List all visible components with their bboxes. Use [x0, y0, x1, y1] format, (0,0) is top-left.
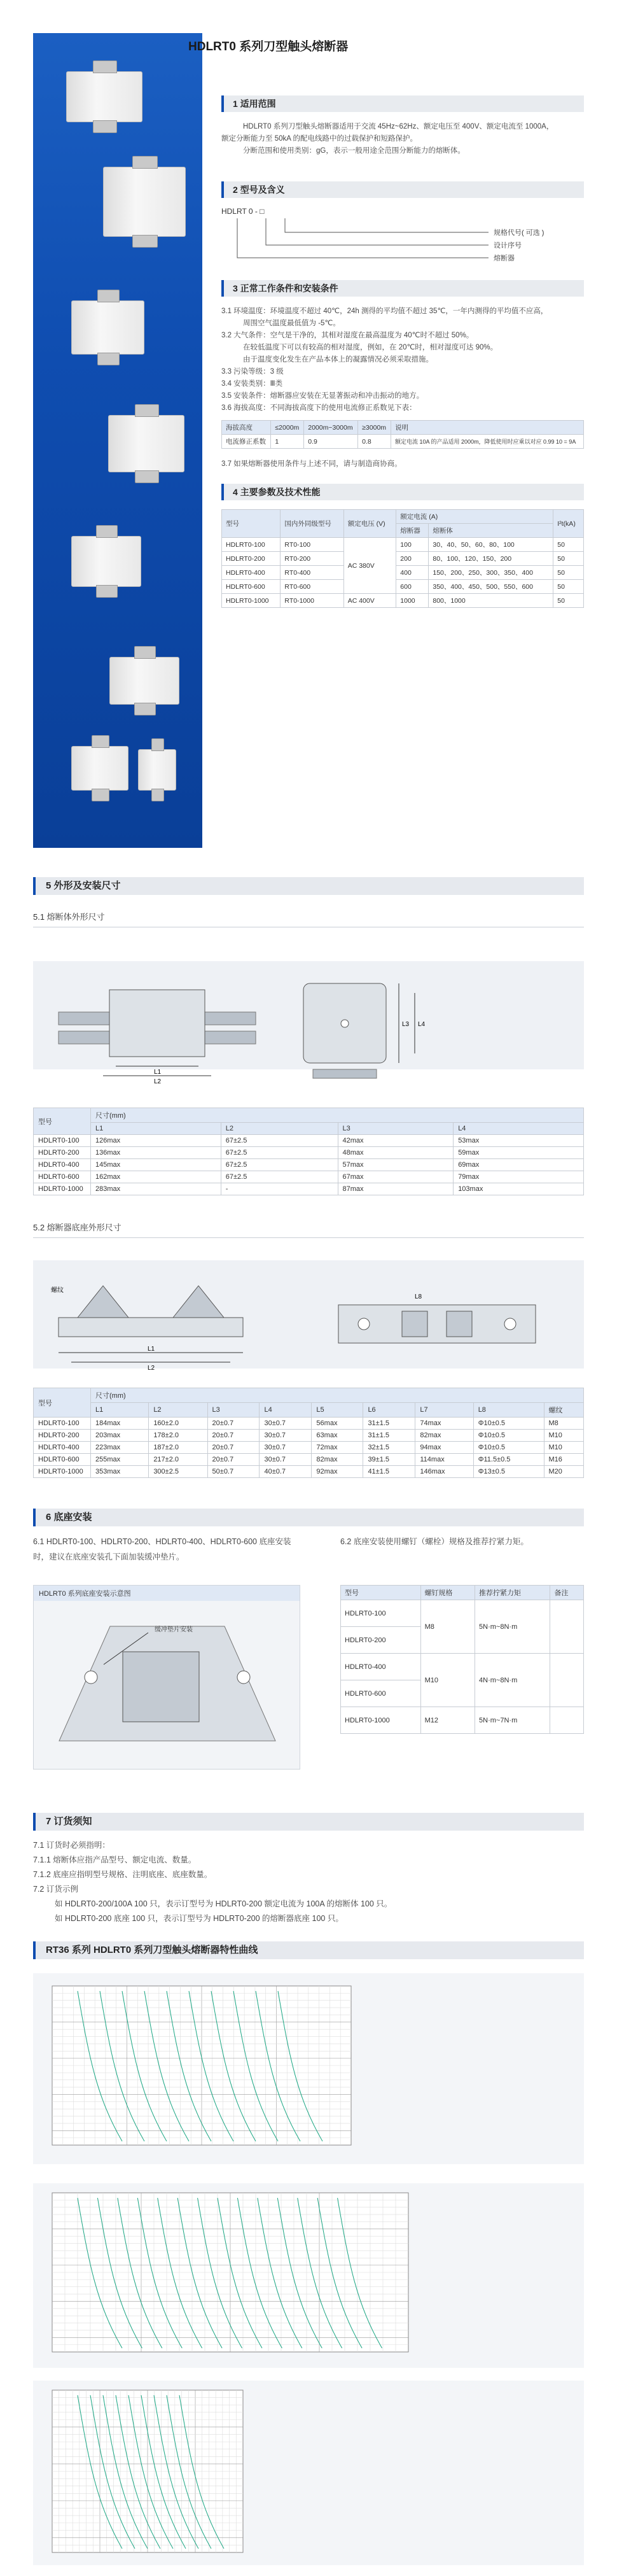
cell: 20±0.7 [207, 1454, 260, 1466]
cell: 31±1.5 [363, 1430, 415, 1442]
cell: 50 [553, 566, 584, 580]
fuse-link-dimension-table [33, 1108, 584, 1195]
cell: 50 [553, 594, 584, 608]
cell: Φ10±0.5 [473, 1418, 544, 1430]
cell: HDLRT0-400 [341, 1654, 421, 1680]
cell: 300±2.5 [149, 1466, 207, 1478]
t2-col: L3 [207, 1403, 260, 1418]
cell: 30±0.7 [260, 1442, 312, 1454]
cell: RT0-600 [281, 580, 343, 594]
cell: RT0-1000 [281, 594, 343, 608]
cell: AC 380V [343, 538, 396, 594]
s7-line: 如 HDLRT0-200 底座 100 只，表示订型号为 HDLRT0-200 的熔断器底座 100 只。 [55, 1914, 343, 1923]
cell: 82max [415, 1430, 473, 1442]
cell [550, 1600, 584, 1654]
cell: 203max [91, 1430, 149, 1442]
cell: 94max [415, 1442, 473, 1454]
alt-c-1: 1 [271, 435, 304, 449]
table-row [34, 1466, 584, 1478]
s7-line: 如 HDLRT0-200/100A 100 只，表示订型号为 HDLRT0-200 额定电流为 100A 的熔断体 100 只。 [55, 1899, 392, 1908]
curve-1-plot [33, 1973, 584, 2164]
cell: 67±2.5 [221, 1159, 338, 1171]
characteristic-curve-3 [33, 2381, 584, 2565]
t2-col: L5 [312, 1403, 363, 1418]
cell: 800、1000 [429, 594, 553, 608]
table-row [341, 1654, 584, 1680]
cell: 178±2.0 [149, 1430, 207, 1442]
cell: 56max [312, 1418, 363, 1430]
s3-line-5: 由于温度变化发生在产品本体上的凝露情况必须采取措施。 [243, 356, 433, 363]
cell: 74max [415, 1418, 473, 1430]
cell: RT0-400 [281, 566, 343, 580]
cell: 600 [396, 580, 429, 594]
cell: M20 [544, 1466, 583, 1478]
s7-line: 7.1 订货时必须指明： [33, 1841, 110, 1850]
table-row [34, 1454, 584, 1466]
s3-line-7: 3.4 安装类别：Ⅲ类 [221, 380, 283, 388]
p-h-5: I²t(kA) [553, 510, 584, 538]
tq-h: 螺钉规格 [420, 1586, 475, 1600]
section-4-heading: 4 主要参数及技术性能 [221, 484, 584, 500]
cell: 82max [312, 1454, 363, 1466]
t1-col: L1 [91, 1123, 221, 1135]
s7-line: 7.1.2 底座应指明型号规格、注明底座、底座数量。 [33, 1870, 212, 1879]
s3-line-6: 3.3 污染等级：3 级 [221, 368, 284, 376]
s1-line-3: 分断范围和使用类别：gG，表示一般用途全范围分断能力的熔断体。 [243, 147, 465, 155]
cell: 50 [553, 552, 584, 566]
base-install-diagram [33, 1585, 300, 1770]
cell: HDLRT0-400 [222, 566, 281, 580]
cell: 114max [415, 1454, 473, 1466]
cell: 217±2.0 [149, 1454, 207, 1466]
fuse-base-drawing [33, 1248, 584, 1381]
table-row [34, 1442, 584, 1454]
cell: RT0-100 [281, 538, 343, 552]
cell: 53max [454, 1135, 584, 1147]
table-row [34, 1135, 584, 1147]
label-base-l1: L1 [148, 1346, 155, 1353]
s6-right-text: 6.2 底座安装使用螺钉（螺栓）规格及推荐拧紧力矩。 [340, 1537, 529, 1546]
t2-col: 螺纹 [544, 1403, 583, 1418]
cell: 5N·m~7N·m [475, 1707, 550, 1734]
s6-left-text [33, 1534, 338, 1565]
cell: 63max [312, 1430, 363, 1442]
cell [550, 1654, 584, 1707]
table-row [34, 1183, 584, 1195]
p-h-2: 额定电压 (V) [343, 510, 396, 538]
s5-sub2: 5.2 熔断器底座外形尺寸 [33, 1223, 121, 1232]
s3-line-9: 3.6 海拔高度：不同海拔高度下的使用电流修正系数见下表： [221, 404, 417, 412]
cell: HDLRT0-100 [341, 1600, 421, 1627]
t2-h-model: 型号 [34, 1388, 91, 1418]
section-3-heading: 3 正常工作条件和安装条件 [221, 280, 584, 297]
alt-h-1: ≤2000m [271, 421, 304, 435]
cell: HDLRT0-200 [222, 552, 281, 566]
section-1-heading: 1 适用范围 [221, 95, 584, 112]
s1-line-2: 额定分断能力至 50kA 的配电线路中的过载保护和短路保护。 [221, 135, 417, 143]
fuse-image-1 [66, 71, 142, 122]
cell: 42max [338, 1135, 454, 1147]
table-row [222, 580, 584, 594]
tq-h: 推荐拧紧力矩 [475, 1586, 550, 1600]
curve-grid [52, 2390, 243, 2552]
cell: AC 400V [343, 594, 396, 608]
s3-line-8: 3.5 安装条件：熔断器应安装在无显著振动和冲击振动的地方。 [221, 392, 424, 400]
s3-line-4: 在较低温度下可以有较高的相对湿度，例如，在 20℃时，相对湿度可达 90%。 [243, 344, 498, 351]
fuse-base-dimension-table [33, 1388, 584, 1478]
label-base-l8: L8 [415, 1293, 422, 1300]
cell: 32±1.5 [363, 1442, 415, 1454]
t2-col: L2 [149, 1403, 207, 1418]
label-fuse: 熔断器 [494, 255, 515, 262]
cell: 103max [454, 1183, 584, 1195]
cell: 200 [396, 552, 429, 566]
t1-col: L4 [454, 1123, 584, 1135]
alt-c-3: 0.8 [358, 435, 391, 449]
cell: 40±0.7 [260, 1466, 312, 1478]
product-image-panel [33, 33, 202, 848]
t2-col: L4 [260, 1403, 312, 1418]
section-3-text [221, 306, 584, 414]
divider [33, 1237, 584, 1238]
cell: M10 [544, 1430, 583, 1442]
fuse-image-7 [71, 746, 128, 791]
params-table [221, 509, 584, 608]
cell: 67±2.5 [221, 1171, 338, 1183]
tq-h: 型号 [341, 1586, 421, 1600]
cell: 20±0.7 [207, 1430, 260, 1442]
cell: 67±2.5 [221, 1147, 338, 1159]
fuse-image-3 [71, 300, 144, 355]
cell: 353max [91, 1466, 149, 1478]
alt-h-3: ≥3000m [358, 421, 391, 435]
cell: M12 [420, 1707, 475, 1734]
cell: HDLRT0-400 [34, 1159, 91, 1171]
cell: HDLRT0-1000 [34, 1183, 91, 1195]
t2-h-dim: 尺寸(mm) [91, 1388, 584, 1403]
fuse-image-2 [103, 167, 186, 237]
cell: 283max [91, 1183, 221, 1195]
p-sh-4: 熔断体 [429, 524, 553, 538]
label-base-screw: 螺纹 [51, 1287, 64, 1294]
s1-line-1: HDLRT0 系列刀型触头熔断器适用于交流 45Hz~62Hz、额定电压至 400V、额定电流至 1000A， [243, 123, 554, 130]
cell: RT0-200 [281, 552, 343, 566]
cell: 30±0.7 [260, 1430, 312, 1442]
cell: M10 [420, 1654, 475, 1707]
cell: - [221, 1183, 338, 1195]
cell: M8 [544, 1418, 583, 1430]
t1-h-model: 型号 [34, 1108, 91, 1135]
cell: 4N·m~8N·m [475, 1654, 550, 1707]
cell: HDLRT0-400 [34, 1442, 91, 1454]
label-l4: L4 [418, 1021, 426, 1028]
t2-col: L8 [473, 1403, 544, 1418]
t1-h-dim: 尺寸(mm) [91, 1108, 584, 1123]
cell: 255max [91, 1454, 149, 1466]
cell: 48max [338, 1147, 454, 1159]
cell: 20±0.7 [207, 1442, 260, 1454]
alt-c-0: 电流修正系数 [222, 435, 271, 449]
p-sh-3: 熔断器 [396, 524, 429, 538]
label-l2: L2 [154, 1078, 162, 1085]
section-1-text [221, 121, 584, 157]
cell: Φ13±0.5 [473, 1466, 544, 1478]
cell: HDLRT0-1000 [341, 1707, 421, 1734]
characteristic-curve-2 [33, 2183, 584, 2368]
cell: 39±1.5 [363, 1454, 415, 1466]
cell: 400 [396, 566, 429, 580]
alt-h-0: 海拔高度 [222, 421, 271, 435]
cell: HDLRT0-600 [34, 1454, 91, 1466]
table-row [222, 594, 584, 608]
section-6-heading: 6 底座安装 [33, 1509, 584, 1526]
section-8-heading: RT36 系列 HDLRT0 系列刀型触头熔断器特性曲线 [33, 1941, 584, 1959]
p-h-0: 型号 [222, 510, 281, 538]
s3-note: 3.7 如果熔断器使用条件与上述不同，请与制造商协商。 [221, 460, 402, 468]
s3-line-3: 3.2 大气条件：空气是干净的，其相对湿度在最高温度为 40℃时不超过 50%。 [221, 332, 474, 339]
table-row [222, 566, 584, 580]
s6-line-1: 6.1 HDLRT0-100、HDLRT0-200、HDLRT0-400、HDLRT0-600 底座安装 [33, 1537, 291, 1546]
table-row [34, 1418, 584, 1430]
cell: 30±0.7 [260, 1418, 312, 1430]
label-l1: L1 [154, 1069, 162, 1076]
cell: 50 [553, 580, 584, 594]
cell: M8 [420, 1600, 475, 1654]
alt-h-2: 2000m~3000m [304, 421, 358, 435]
section-7-heading: 7 订货须知 [33, 1813, 584, 1831]
cell: HDLRT0-100 [34, 1418, 91, 1430]
page-title: HDLRT0 系列刀型触头熔断器 [188, 40, 349, 53]
alt-h-4: 说明 [391, 421, 583, 435]
cell: 136max [91, 1147, 221, 1159]
cell: 100 [396, 538, 429, 552]
label-base-l2: L2 [148, 1365, 155, 1372]
cell: 187±2.0 [149, 1442, 207, 1454]
cell: 350、400、450、500、550、600 [429, 580, 553, 594]
label-design-no: 设计序号 [494, 242, 522, 250]
characteristic-curve-1 [33, 1973, 584, 2164]
curve-2-plot [33, 2183, 584, 2368]
cell: 67±2.5 [221, 1135, 338, 1147]
cell: HDLRT0-1000 [222, 594, 281, 608]
label-l3: L3 [402, 1021, 410, 1028]
s7-text [33, 1838, 584, 1926]
cell: Φ10±0.5 [473, 1430, 544, 1442]
cell: 50±0.7 [207, 1466, 260, 1478]
cell: 223max [91, 1442, 149, 1454]
cell: 150、200、250、300、350、400 [429, 566, 553, 580]
curve-grid [52, 2193, 408, 2352]
tq-h: 备注 [550, 1586, 584, 1600]
fuse-image-6 [109, 657, 179, 705]
cell: 57max [338, 1159, 454, 1171]
cell: 50 [553, 538, 584, 552]
p-h-1: 国内外同级型号 [281, 510, 343, 538]
curve-grid [52, 1986, 351, 2145]
table-row [222, 538, 584, 552]
diagram-caption: HDLRT0 系列底座安装示意图 [34, 1586, 300, 1601]
cell: 162max [91, 1171, 221, 1183]
cell: 79max [454, 1171, 584, 1183]
cell: HDLRT0-200 [341, 1627, 421, 1654]
cell: 87max [338, 1183, 454, 1195]
cell: 5N·m~8N·m [475, 1600, 550, 1654]
alt-c-4: 额定电流 10A 的产品适用 2000m，降低使用时应乘以对应 0.99 10 = 9A [391, 435, 583, 449]
cell: HDLRT0-600 [341, 1680, 421, 1707]
table-row [341, 1600, 584, 1627]
cell: 31±1.5 [363, 1418, 415, 1430]
cell: 160±2.0 [149, 1418, 207, 1430]
t2-col: L7 [415, 1403, 473, 1418]
cell: 146max [415, 1466, 473, 1478]
cell: M16 [544, 1454, 583, 1466]
fuse-image-8 [138, 749, 176, 791]
cell: 20±0.7 [207, 1418, 260, 1430]
s3-line-2: 周围空气温度最低值为 -5℃。 [243, 320, 340, 327]
cell: HDLRT0-100 [34, 1135, 91, 1147]
cell: 67max [338, 1171, 454, 1183]
table-row [34, 1171, 584, 1183]
cell: Φ10±0.5 [473, 1442, 544, 1454]
alt-c-2: 0.9 [304, 435, 358, 449]
model-code-diagram [221, 207, 584, 271]
s6-line-2: 时，建议在底座安装孔下面加装缓冲垫片。 [33, 1552, 184, 1561]
t1-col: L2 [221, 1123, 338, 1135]
cell [550, 1707, 584, 1734]
fuse-image-5 [71, 536, 141, 587]
cell: 30±0.7 [260, 1454, 312, 1466]
table-row [341, 1707, 584, 1734]
cell: 59max [454, 1147, 584, 1159]
cell: 126max [91, 1135, 221, 1147]
cell: 69max [454, 1159, 584, 1171]
s5-sub1: 5.1 熔断体外形尺寸 [33, 912, 105, 922]
table-row [34, 1159, 584, 1171]
cell: 145max [91, 1159, 221, 1171]
s7-line: 7.2 订货示例 [33, 1885, 78, 1894]
cell: 184max [91, 1418, 149, 1430]
section-5-heading: 5 外形及安装尺寸 [33, 877, 584, 895]
t2-col: L6 [363, 1403, 415, 1418]
cell: Φ11.5±0.5 [473, 1454, 544, 1466]
model-code: HDLRT 0 - □ [221, 207, 265, 216]
install-torque-table [340, 1585, 584, 1734]
cell: 41±1.5 [363, 1466, 415, 1478]
t1-col: L3 [338, 1123, 454, 1135]
cell: 72max [312, 1442, 363, 1454]
model-code-lines [221, 207, 584, 271]
altitude-table [221, 420, 584, 449]
table-row [222, 552, 584, 566]
cell: M10 [544, 1442, 583, 1454]
label-spec-code: 规格代号( 可选 ) [494, 229, 544, 237]
curve-3-plot [33, 2381, 584, 2565]
fuse-link-drawing [33, 942, 584, 1095]
diagram-label: 缓冲垫片安装 [155, 1626, 193, 1633]
table-row [34, 1430, 584, 1442]
cell: HDLRT0-200 [34, 1147, 91, 1159]
table-row [34, 1147, 584, 1159]
fuse-image-4 [108, 415, 184, 472]
cell: 80、100、120、150、200 [429, 552, 553, 566]
cell: 92max [312, 1466, 363, 1478]
s3-line-1: 3.1 环境温度：环境温度不超过 40℃，24h 测得的平均值不超过 35℃，一年内测得的平均值不应高， [221, 307, 548, 315]
cell: HDLRT0-600 [34, 1171, 91, 1183]
cell: HDLRT0-200 [34, 1430, 91, 1442]
cell: HDLRT0-100 [222, 538, 281, 552]
p-h-3: 额定电流 (A) [396, 510, 553, 524]
s7-line: 7.1.1 熔断体应指产品型号、额定电流、数量。 [33, 1855, 197, 1864]
cell: HDLRT0-1000 [34, 1466, 91, 1478]
cell: 30、40、50、60、80、100 [429, 538, 553, 552]
cell: HDLRT0-600 [222, 580, 281, 594]
t2-col: L1 [91, 1403, 149, 1418]
section-2-heading: 2 型号及含义 [221, 181, 584, 198]
cell: 1000 [396, 594, 429, 608]
